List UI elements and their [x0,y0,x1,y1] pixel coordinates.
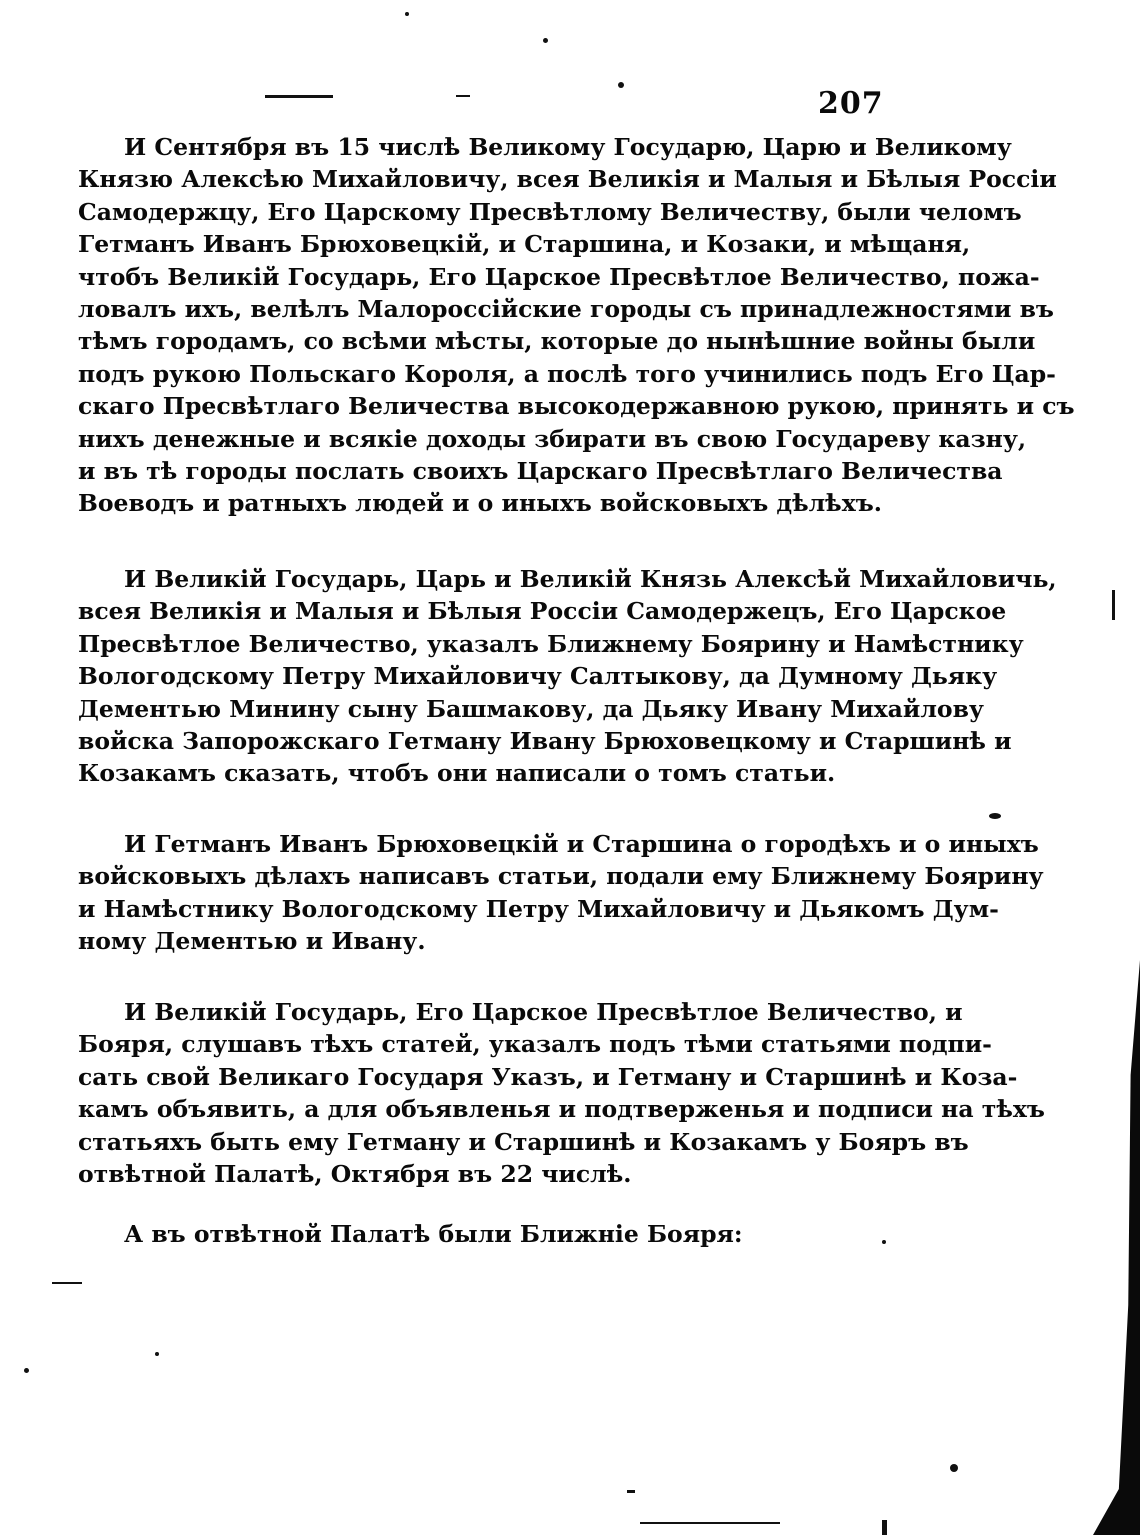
text-line: отвѣтной Палатѣ, Октября въ 22 числѣ. [78,1160,632,1189]
text-line: всея Великія и Малыя и Бѣлыя Россіи Самодержецъ, Его Царское [78,597,1007,626]
scan-mark [265,95,333,98]
scan-mark [882,1520,887,1535]
text-line: Козакамъ сказать, чтобъ они написали о томъ статьи. [78,759,836,788]
scan-speck [989,813,1001,819]
text-line: подъ рукою Польскаго Короля, а послѣ того учинились подъ Его Цар- [78,359,1056,388]
text-line: Пресвѣтлое Величество, указалъ Ближнему Боярину и Намѣстнику [78,629,1024,658]
text-line: Гетманъ Иванъ Брюховецкій, и Старшина, и Козаки, и мѣщаня, [78,230,971,259]
scan-speck [618,82,624,88]
text-line: тѣмъ городамъ, со всѣми мѣсты, которые до нынѣшние войны были [78,327,1036,356]
text-line: статьяхъ быть ему Гетману и Старшинѣ и Козакамъ у Бояръ въ [78,1127,969,1156]
paragraph-3 [78,828,1044,958]
scan-mark [640,1522,780,1524]
text-line: ловалъ ихъ, велѣлъ Малороссійские городы съ принадлежностями въ [78,295,1054,324]
scan-mark [1112,590,1115,620]
text-line: чтобъ Великій Государь, Его Царское Пресвѣтлое Величество, пожа- [78,262,1040,291]
text-line: войсковыхъ дѣлахъ написавъ статьи, подали ему Ближнему Боярину [78,862,1044,891]
scan-speck [405,12,409,16]
text-line: И Гетманъ Иванъ Брюховецкій и Старшина о городѣхъ и о иныхъ [124,830,1039,858]
text-line: Князю Алексѣю Михайловичу, всея Великія и Малыя и Бѣлыя Россіи [78,165,1057,194]
text-line: сать свой Великаго Государя Указъ, и Гетману и Старшинѣ и Коза- [78,1062,1018,1091]
text-line: Бояря, слушавъ тѣхъ статей, указалъ подъ тѣми статьями подпи- [78,1030,992,1059]
text-line: и Намѣстнику Вологодскому Петру Михайловичу и Дьякомъ Дум- [78,894,999,923]
text-line: И Сентября въ 15 числѣ Великому Государю, Царю и Великому [124,133,1012,161]
text-line: Вологодскому Петру Михайловичу Салтыкову, да Думному Дьяку [78,662,998,691]
text-line: И Великій Государь, Царь и Великій Князь Алексѣй Михайловичь, [124,565,1057,593]
text-line: нихъ денежные и всякіе доходы збирати въ свою Государеву казну, [78,424,1027,453]
text-line: скаго Пресвѣтлаго Величества высокодержавною рукою, принять и съ [78,392,1075,421]
text-line: войска Запорожскаго Гетману Ивану Брюховецкому и Старшинѣ и [78,727,1012,756]
paragraph-1 [78,131,1075,520]
text-line: Дементью Минину сыну Башмакову, да Дьяку Ивану Михайлову [78,694,984,723]
page-edge-shadow [1093,960,1140,1535]
text-line: И Великій Государь, Его Царское Пресвѣтлое Величество, и [124,998,963,1026]
paragraph-5 [78,1218,893,1250]
scan-mark [627,1490,635,1493]
scan-speck [24,1368,29,1373]
scan-speck [543,38,548,43]
text-line: Самодержцу, Его Царскому Пресвѣтлому Величеству, были челомъ [78,197,1022,226]
text-line: ному Дементью и Ивану. [78,927,426,956]
text-line: и въ тѣ городы послать своихъ Царскаго Пресвѣтлаго Величества [78,457,1003,486]
scan-speck [882,1240,886,1244]
text-line: Воеводъ и ратныхъ людей и о иныхъ войсковыхъ дѣлѣхъ. [78,489,882,518]
scan-speck [155,1352,159,1356]
paragraph-2 [78,563,1057,790]
scan-speck [950,1464,958,1472]
scan-mark [456,95,470,97]
text-line: А въ отвѣтной Палатѣ были Ближніе Бояря: [124,1220,743,1248]
page-number: 207 [818,86,884,121]
paragraph-4 [78,996,1045,1190]
scan-mark [52,1282,82,1284]
text-line: камъ объявить, а для объявленья и подтверженья и подписи на тѣхъ [78,1095,1045,1124]
